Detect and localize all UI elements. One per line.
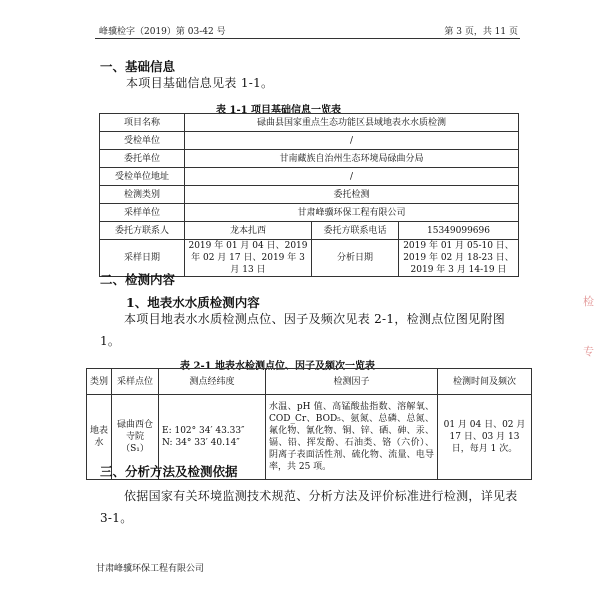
table-row (100, 186, 519, 204)
row-label: 委托单位 (100, 150, 185, 168)
row-value: 碌曲县国家重点生态功能区县域地表水水质检测 (185, 114, 519, 132)
footer-company: 甘肃峰骥环保工程有限公司 (96, 564, 205, 574)
category-cell: 地表水 (87, 395, 112, 480)
section2-subtitle: 1、地表水水质检测内容 (126, 295, 260, 310)
column-header: 类别 (87, 369, 112, 395)
phone-label: 委托方联系电话 (312, 222, 399, 240)
analysis-dates: 2019 年 01 月 05-10 日、2019 年 02 月 18-23 日、2019 年 3 月 14-19 日 (399, 240, 519, 277)
table-row (100, 114, 519, 132)
contact-label: 委托方联系人 (100, 222, 185, 240)
stamp-mark: 检 (583, 295, 594, 308)
site-cell: 碌曲西仓寺院（S₁） (112, 395, 159, 480)
table1-caption: 表 1-1 项目基础信息一览表 (216, 105, 342, 116)
row-label: 受检单位 (100, 132, 185, 150)
coords-north: N: 34° 33′ 40.14″ (162, 438, 240, 448)
column-header: 测点经纬度 (159, 369, 266, 395)
analysis-date-label: 分析日期 (312, 240, 399, 277)
row-value: / (185, 132, 519, 150)
section2-intro: 本项目地表水水质检测点位、因子及频次见表 2-1，检测点位图见附图 1。 (100, 312, 506, 348)
report-number: 峰骥检字（2019）第 03-42 号 (99, 27, 226, 37)
table-row (100, 222, 519, 240)
sampling-date-label: 采样日期 (100, 240, 185, 277)
sampling-dates: 2019 年 01 月 04 日、2019 年 02 月 17 日、2019 年 3 月 13 日 (185, 240, 312, 277)
table-row (100, 150, 519, 168)
section3-intro: 依据国家有关环境监测技术规范、分析方法及评价标准进行检测，详见表 3-1。 (100, 489, 518, 525)
row-value: 甘南藏族自治州生态环境局碌曲分局 (185, 150, 519, 168)
column-header: 检测因子 (266, 369, 438, 395)
table-row (100, 132, 519, 150)
section1-title: 一、基础信息 (100, 59, 176, 74)
row-value: 甘肃峰骥环保工程有限公司 (185, 204, 519, 222)
page-number: 第 3 页，共 11 页 (444, 27, 518, 37)
header-divider (95, 38, 520, 39)
table-header-row (87, 369, 532, 395)
contact-name: 龙本扎西 (185, 222, 312, 240)
section1-intro: 本项目基础信息见表 1-1。 (126, 76, 274, 90)
row-value: 委托检测 (185, 186, 519, 204)
column-header: 采样点位 (112, 369, 159, 395)
table2-caption: 表 2-1 地表水检测点位、因子及频次一览表 (180, 361, 376, 372)
factors-cell: 水温、pH 值、高锰酸盐指数、溶解氧、COD_Cr、BOD₅、氨氮、总磷、总氮、氟化物、氰化物、铜、锌、硒、砷、汞、镉、铅、挥发酚、石油类、铬（六价）、阴离子表面活性剂、硫化物、流量、电导率，共 25 项。 (266, 395, 438, 480)
row-label: 采样单位 (100, 204, 185, 222)
section2-title: 二、检测内容 (100, 272, 176, 287)
schedule-cell: 01 月 04 日、02 月 17 日、03 月 13 日，每月 1 次。 (438, 395, 532, 480)
row-label: 检测类别 (100, 186, 185, 204)
column-header: 检测时间及频次 (438, 369, 532, 395)
contact-phone: 15349099696 (399, 222, 519, 240)
stamp-mark: 专 (583, 345, 594, 358)
coords-east: E: 102° 34′ 43.33″ (162, 426, 245, 436)
basic-info-table (99, 113, 519, 277)
section3-title: 三、分析方法及检测依据 (100, 464, 238, 479)
table-row (100, 204, 519, 222)
row-label: 项目名称 (100, 114, 185, 132)
table-row (100, 168, 519, 186)
row-value: / (185, 168, 519, 186)
row-label: 受检单位地址 (100, 168, 185, 186)
